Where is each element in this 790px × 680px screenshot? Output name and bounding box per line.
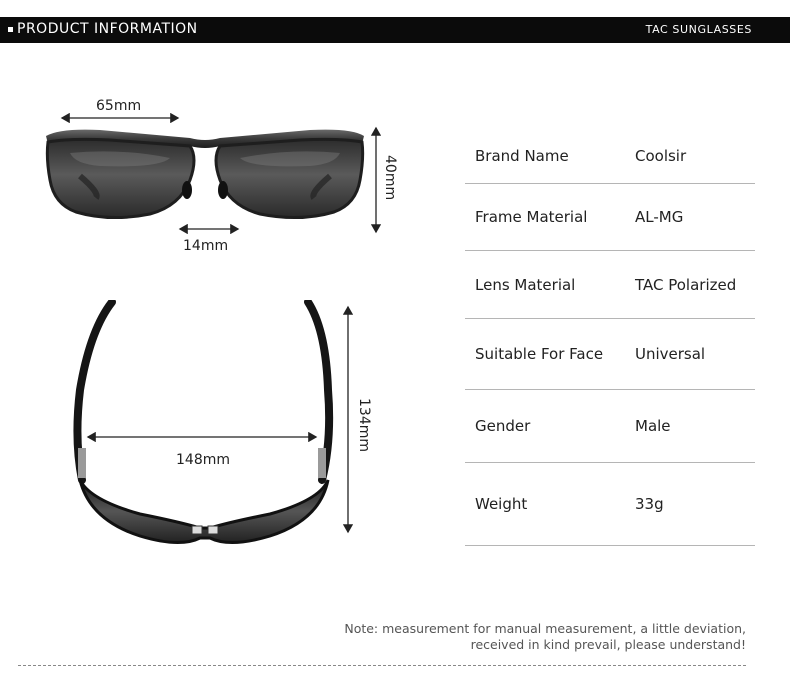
spec-key: Frame Material — [475, 208, 588, 226]
header-bullet — [8, 27, 13, 32]
dashed-divider — [18, 665, 746, 666]
spec-row — [465, 390, 755, 463]
spec-row — [465, 463, 755, 546]
spec-value: Universal — [635, 345, 706, 363]
spec-key: Lens Material — [475, 275, 576, 294]
spec-value: 33g — [635, 495, 664, 513]
header-title: PRODUCT INFORMATION — [17, 21, 198, 37]
spec-key: Suitable For Face — [475, 345, 604, 363]
lens-height-label: 40mm — [382, 155, 398, 201]
spec-table — [465, 128, 755, 546]
spec-key: Weight — [475, 495, 528, 513]
spec-key: Gender — [475, 417, 531, 435]
lens-width-label: 65mm — [96, 98, 142, 114]
spec-row — [465, 184, 755, 251]
sunglasses-top-image — [70, 300, 340, 560]
header-tag: TAC SUNGLASSES — [645, 23, 752, 36]
spec-row — [465, 319, 755, 390]
spec-value: TAC Polarized — [635, 275, 737, 294]
spec-row — [465, 128, 755, 184]
spec-key: Brand Name — [475, 146, 569, 165]
spec-value: Male — [635, 417, 671, 435]
note-line-1: Note: measurement for manual measurement, a little deviation, — [344, 621, 746, 636]
bridge-label: 14mm — [183, 238, 229, 254]
temple-length-label: 134mm — [356, 398, 372, 452]
spec-value: AL-MG — [635, 208, 684, 226]
frame-width-label: 148mm — [176, 452, 230, 468]
spec-row — [465, 251, 755, 319]
header-bar — [0, 17, 790, 43]
note-line-2: received in kind prevail, please understand! — [470, 637, 746, 652]
measurement-note — [344, 621, 746, 653]
spec-value: Coolsir — [635, 146, 687, 165]
sunglasses-front-image — [40, 118, 370, 233]
